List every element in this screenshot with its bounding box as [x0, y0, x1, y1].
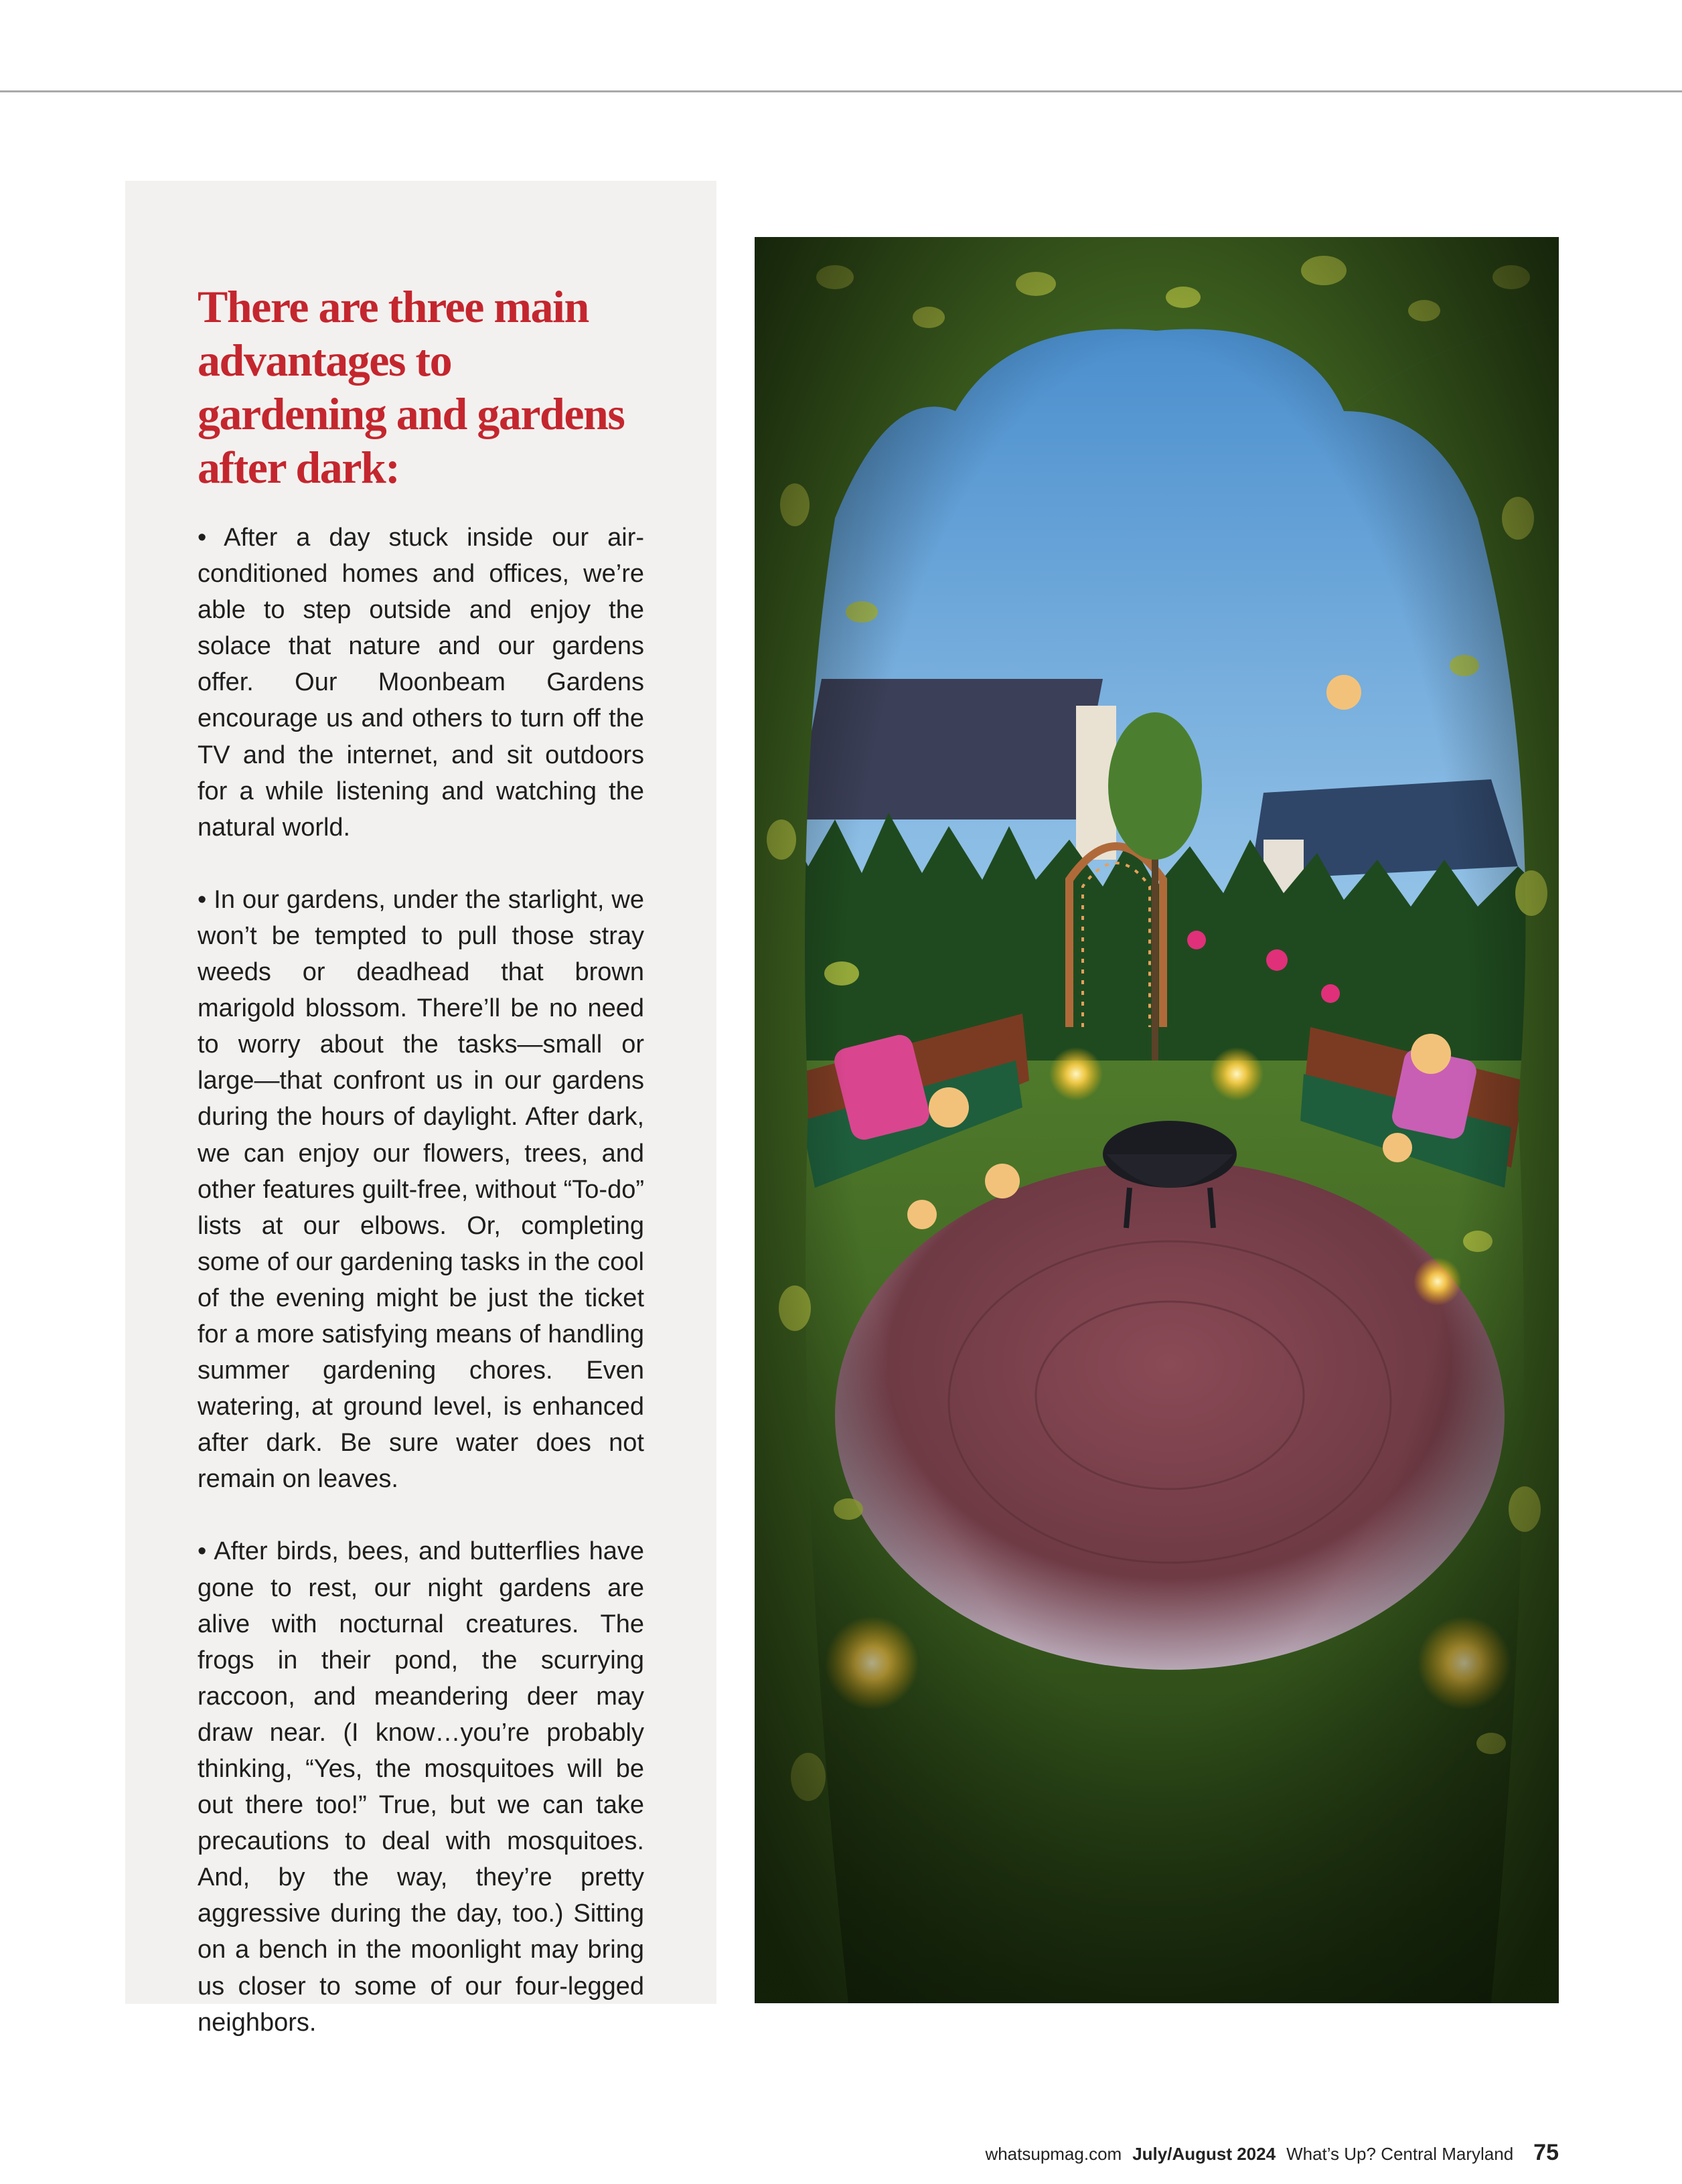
sidebar-panel [125, 181, 716, 2037]
footer-publication: What’s Up? Central Maryland [1286, 2144, 1514, 2164]
garden-photo-illustration [755, 237, 1559, 2003]
page-footer [985, 2140, 1559, 2166]
bullet-item: • In our gardens, under the starlight, we won’t be tempted to pull those stray weeds or deadhead that brown marigold blossom. There’ll be no need to worry about the tasks—small or large—that confront us in our gardens during the hours of daylight. After dark, we can enjoy our flowers, trees, and other features guilt-free, without “To-do” lists at our elbows. Or, completing some of our gardening tasks in the cool of the evening might be just the ticket for a more satisfying means of handling summer gardening chores. Even watering, at ground level, is enhanced after dark. Be sure water does not remain on leaves. [198, 885, 644, 1494]
bullet-item: • After birds, bees, and butterflies have gone to rest, our night gardens are alive with nocturnal creatures. The frogs in their pond, the scurrying raccoon, and meandering deer may draw near. (I know…you’re probably thinking, “Yes, the mosquitoes will be out there too!” True, but we can take precautions to deal with mosquitoes. And, by the way, they’re pretty aggressive during the day, too.) Sitting on a bench in the moonlight may bring us closer to some of our four-legged neighbors. [198, 1537, 644, 2037]
sidebar-content [198, 280, 644, 2077]
top-rule [0, 90, 1682, 92]
footer-website: whatsupmag.com [985, 2144, 1122, 2164]
page-number: 75 [1533, 2140, 1559, 2165]
sidebar-heading: There are three main advantages to gardening and gardens after dark: [198, 281, 625, 493]
footer-issue: July/August 2024 [1132, 2144, 1276, 2164]
bullet-item: • After a day stuck inside our air-conditioned homes and offices, we’re able to step outside and enjoy the solace that nature and our gardens offer. Our Moonbeam Gardens encourage us and others to turn off the TV and the internet, and sit outdoors for a while listening and watching the natural world. [198, 524, 644, 842]
bullet-list [198, 520, 644, 2041]
garden-photo [755, 237, 1559, 2003]
